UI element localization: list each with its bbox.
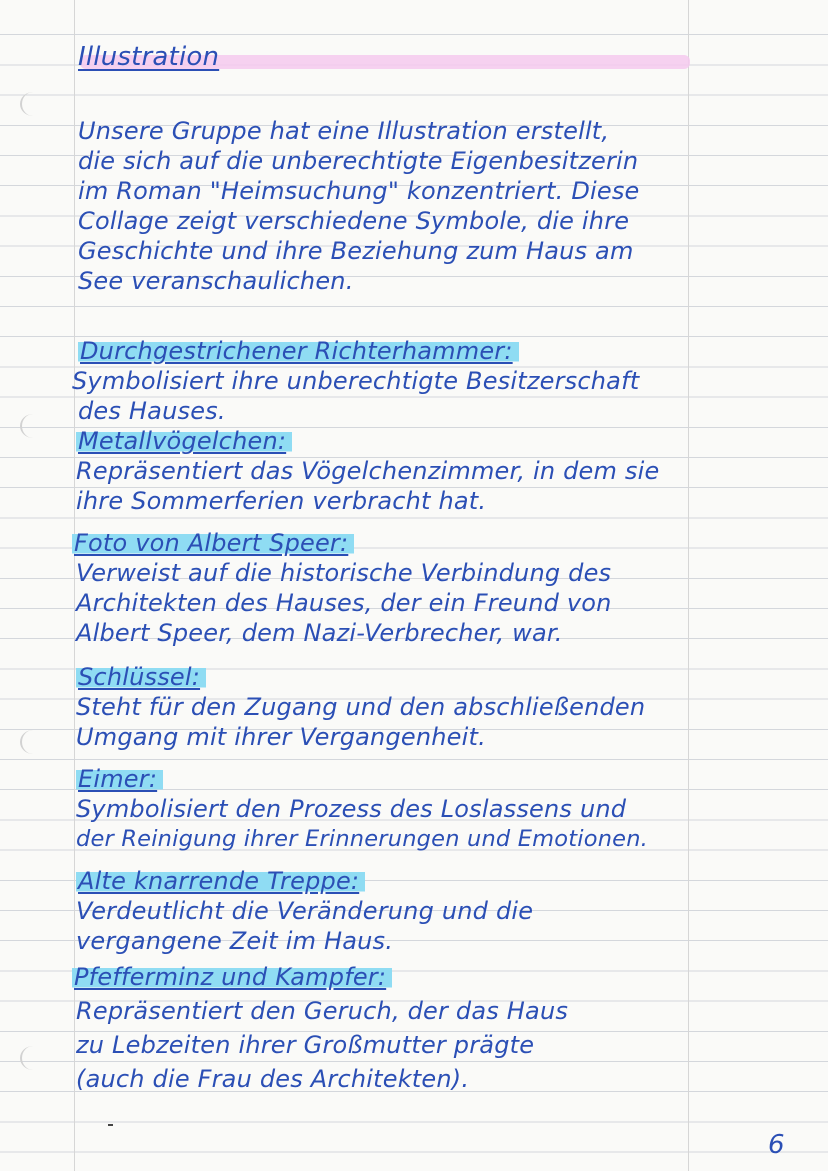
- section-heading: Alte knarrende Treppe:: [76, 867, 365, 895]
- intro-line: die sich auf die unberechtigte Eigenbesitzerin: [78, 147, 639, 175]
- section-heading: Schlüssel:: [76, 663, 206, 691]
- section-line: Verdeutlicht die Veränderung und die: [76, 897, 534, 925]
- section-heading: Foto von Albert Speer:: [72, 529, 354, 557]
- page-title: Illustration: [78, 42, 220, 72]
- intro-line: im Roman "Heimsuchung" konzentriert. Diese: [78, 177, 640, 205]
- section-line: Albert Speer, dem Nazi-Verbrecher, war.: [76, 619, 563, 647]
- section-line: (auch die Frau des Architekten).: [76, 1065, 470, 1093]
- section-heading: Pfefferminz und Kampfer:: [72, 963, 392, 991]
- section-line: zu Lebzeiten ihrer Großmutter prägte: [76, 1031, 535, 1059]
- section-line: Architekten des Hauses, der ein Freund von: [76, 589, 612, 617]
- page-number: 6: [768, 1130, 785, 1160]
- intro-line: Unsere Gruppe hat eine Illustration erstellt,: [78, 117, 610, 145]
- section-line: der Reinigung ihrer Erinnerungen und Emotionen.: [76, 826, 649, 852]
- section-line: Steht für den Zugang und den abschließenden: [76, 693, 646, 721]
- section-line: Symbolisiert den Prozess des Loslassens und: [76, 795, 627, 823]
- section-line: Repräsentiert den Geruch, der das Haus: [76, 997, 569, 1025]
- section-line: des Hauses.: [78, 397, 226, 425]
- section-line: Verweist auf die historische Verbindung des: [76, 559, 612, 587]
- punch-hole: [20, 414, 46, 438]
- left-margin-line: [74, 0, 75, 1171]
- punch-hole: [20, 92, 46, 116]
- punch-hole: [20, 730, 46, 754]
- intro-line: Collage zeigt verschiedene Symbole, die ihre: [78, 207, 630, 235]
- punch-hole: [20, 1046, 46, 1070]
- section-line: vergangene Zeit im Haus.: [76, 927, 394, 955]
- section-heading: Eimer:: [76, 765, 163, 793]
- intro-line: See veranschaulichen.: [78, 267, 354, 295]
- section-heading: Metallvögelchen:: [76, 427, 292, 455]
- right-margin-line: [688, 0, 689, 1171]
- section-line: Symbolisiert ihre unberechtigte Besitzerschaft: [72, 367, 640, 395]
- section-line: Umgang mit ihrer Vergangenheit.: [76, 723, 486, 751]
- pen-mark: [108, 1124, 113, 1126]
- intro-line: Geschichte und ihre Beziehung zum Haus am: [78, 237, 634, 265]
- section-line: Repräsentiert das Vögelchenzimmer, in dem sie: [76, 457, 660, 485]
- section-line: ihre Sommerferien verbracht hat.: [76, 487, 487, 515]
- section-heading: Durchgestrichener Richterhammer:: [78, 337, 519, 365]
